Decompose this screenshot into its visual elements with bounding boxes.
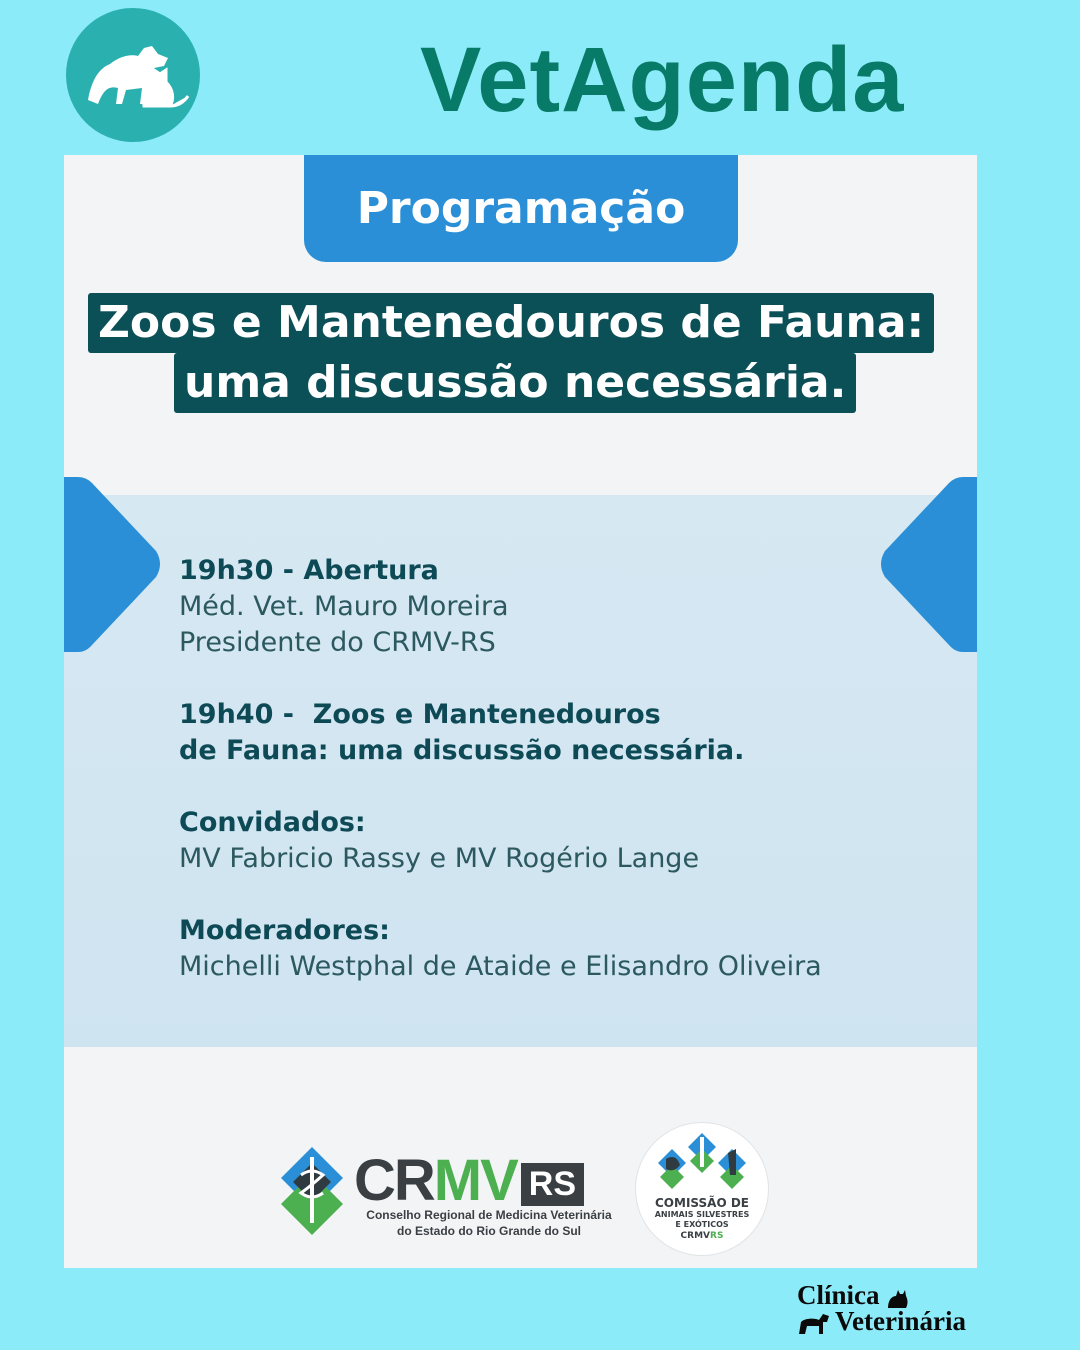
clinica-veterinaria-logo <box>797 1282 966 1334</box>
comissao-subtitle <box>636 1210 768 1230</box>
crmv-mv: MV <box>433 1148 517 1213</box>
right-arrow-shape <box>877 477 977 652</box>
crmv-subtitle <box>354 1207 624 1239</box>
crmv-subtitle-line2: do Estado do Rio Grande do Sul <box>396 1224 581 1238</box>
vetagenda-logo <box>66 8 200 142</box>
comissao-badge <box>636 1123 768 1255</box>
comissao-crmv <box>636 1231 768 1241</box>
event-title-line2: uma discussão necessária. <box>174 353 856 413</box>
brand-title: VetAgenda <box>420 29 905 131</box>
schedule-heading: 19h40 - Zoos e Mantenedouros <box>179 699 661 730</box>
programacao-tab: Programação <box>304 155 738 262</box>
schedule-heading: Moderadores: <box>179 915 390 946</box>
dog-and-cat-icon <box>66 8 200 142</box>
crmv-subtitle-line1: Conselho Regional de Medicina Veterinária <box>366 1208 612 1222</box>
event-title-line1: Zoos e Mantenedouros de Fauna: <box>88 293 934 353</box>
cat-icon <box>886 1288 910 1308</box>
crmv-rs-badge: RS <box>521 1163 584 1206</box>
clinica-line2-text: Veterinária <box>835 1306 966 1336</box>
crmv-caduceus-icon <box>279 1145 345 1237</box>
comissao-title: COMISSÃO DE <box>655 1196 749 1210</box>
comissao-crmv-text: CRMV <box>680 1231 711 1241</box>
schedule-line: Presidente do CRMV-RS <box>179 627 496 658</box>
schedule-heading: 19h30 - Abertura <box>179 555 439 586</box>
schedule-item-moderadores <box>179 913 822 985</box>
crmv-cr: CR <box>354 1148 434 1213</box>
schedule-line: Méd. Vet. Mauro Moreira <box>179 591 509 622</box>
crmv-wordmark <box>354 1147 584 1214</box>
schedule-heading: Convidados: <box>179 807 366 838</box>
schedule-line: MV Fabricio Rassy e MV Rogério Lange <box>179 843 700 874</box>
schedule-item-abertura <box>179 553 509 661</box>
wildlife-animals-icon <box>636 1123 768 1195</box>
dog-icon <box>797 1310 831 1334</box>
schedule-item-palestra <box>179 697 744 769</box>
schedule-line: Michelli Westphal de Ataide e Elisandro Oliveira <box>179 951 822 982</box>
left-arrow-shape <box>64 477 164 652</box>
schedule-item-convidados <box>179 805 699 877</box>
clinica-line2 <box>797 1308 966 1334</box>
comissao-sub-line1: ANIMAIS SILVESTRES <box>654 1210 750 1219</box>
clinica-line1: Clínica <box>797 1280 880 1310</box>
comissao-rs-text: RS <box>710 1231 724 1241</box>
comissao-sub-line2: E EXÓTICOS <box>675 1220 729 1229</box>
schedule-heading: de Fauna: uma discussão necessária. <box>179 735 745 766</box>
event-card <box>64 155 977 1268</box>
